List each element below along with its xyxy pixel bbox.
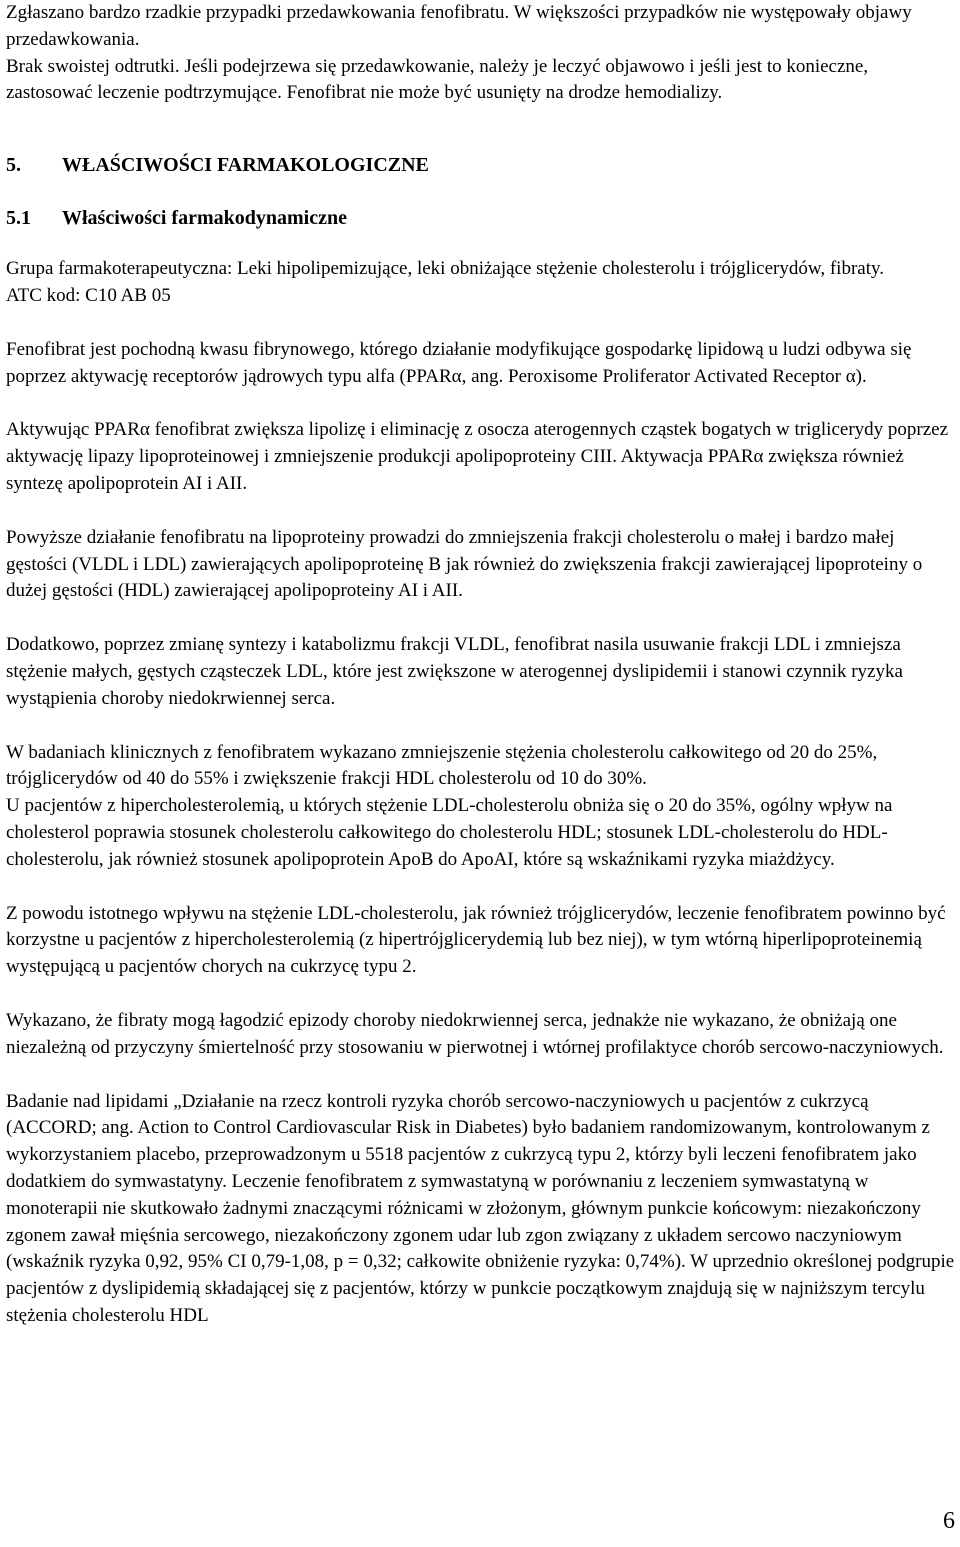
spacer <box>6 713 956 740</box>
paragraph-fenofibrat: Fenofibrat jest pochodną kwasu fibrynowego, którego działanie modyfikujące gospodarkę lipidową u ludzi odbywa się poprzez aktywację receptorów jądrowych typu alfa (PPARα, ang. Peroxisome Proliferator Activated Receptor α). <box>6 338 912 387</box>
spacer <box>6 981 956 1008</box>
paragraph-clinical-trials: W badaniach klinicznych z fenofibratem wykazano zmniejszenie stężenia cholesterolu całkowitego od 20 do 25%, trójglicerydów od 40 do 55% i zwiększenie frakcji HDL cholesterolu od 10 do 30%. <box>6 741 878 790</box>
section-5-title: WŁAŚCIWOŚCI FARMAKOLOGICZNE <box>62 154 429 177</box>
spacer <box>6 310 956 337</box>
spacer <box>6 498 956 525</box>
document-page <box>6 0 956 1330</box>
spacer <box>6 231 956 256</box>
paragraph-ldl-effect: Z powodu istotnego wpływu na stężenie LDL-cholesterolu, jak również trójglicerydów, leczenie fenofibratem powinno być korzystne u pacjentów z hipercholesterolemią (z hipertrójglicerydemią lub bez niej), w tym wtórną hiperlipoproteinemią występującą u pacjentów chorych na cukrzycę typu 2. <box>6 902 946 978</box>
section-5-number: 5. <box>6 154 21 177</box>
spacer <box>6 178 956 205</box>
paragraph-ppar: Aktywując PPARα fenofibrat zwiększa lipolizę i eliminację z osocza aterogennych cząstek bogatych w triglicerydy poprzez aktywację lipazy lipoproteinowej i zmniejszenie produkcji apolipoproteiny CIII. Aktywacja PPARα zwiększa również syntezę apolipoprotein AI i AII. <box>6 419 949 494</box>
spacer <box>6 874 956 901</box>
overdose-paragraph: Zgłaszano bardzo rzadkie przypadki przedawkowania fenofibratu. W większości przypadków nie występowały objawy przedawkowania. <box>6 2 912 50</box>
antidote-paragraph: Brak swoistej odtrutki. Jeśli podejrzewa się przedawkowanie, należy je leczyć objawowo i jeśli jest to konieczne, zastosować leczenie podtrzymujące. Fenofibrat nie może być usunięty na drodze hemodializy. <box>6 55 869 104</box>
spacer <box>6 1062 956 1089</box>
paragraph-vldl: Dodatkowo, poprzez zmianę syntezy i katabolizmu frakcji VLDL, fenofibrat nasila usuwanie frakcji LDL i zmniejsza stężenie małych, gęstych cząsteczek LDL, które jest zwiększone w aterogennej dyslipidemii i stanowi czynnik ryzyka wystąpienia choroby niedokrwiennej serca. <box>6 634 903 709</box>
spacer <box>6 107 956 152</box>
section-5-heading <box>6 152 956 178</box>
spacer <box>6 605 956 632</box>
page-number: 6 <box>943 1508 955 1534</box>
atc-code: ATC kod: C10 AB 05 <box>6 284 171 306</box>
section-5-1-number: 5.1 <box>6 207 31 230</box>
paragraph-fibrates: Wykazano, że fibraty mogą łagodzić epizody choroby niedokrwiennej serca, jednakże nie wykazano, że obniżają one niezależną od przyczyny śmiertelność przy stosowaniu w pierwotnej i wtórnej profilaktyce chorób sercowo-naczyniowych. <box>6 1009 944 1058</box>
pharmacotherapeutic-group: Grupa farmakoterapeutyczna: Leki hipolipemizujące, leki obniżające stężenie cholesterolu i trójglicerydów, fibraty. <box>6 258 885 280</box>
section-5-1-heading <box>6 205 956 231</box>
spacer <box>6 390 956 417</box>
paragraph-hypercholesterolemia: U pacjentów z hipercholesterolemią, u których stężenie LDL-cholesterolu obniża się o 20 do 35%, ogólny wpływ na cholesterol poprawia stosunek cholesterolu całkowitego do cholesterolu HDL; stosunek LDL-cholesterolu do HDL-cholesterolu, jak również stosunek apolipoprotein ApoB do ApoAI, które są wskaźnikami ryzyka miażdżycy. <box>6 795 893 870</box>
paragraph-accord: Badanie nad lipidami „Działanie na rzecz kontroli ryzyka chorób sercowo-naczyniowych u pacjentów z cukrzycą (ACCORD; ang. Action to Control Cardiovascular Risk in Diabetes) było badaniem randomizowanym, kontrolowanym z wykorzystaniem placebo, przeprowadzonym u 5518 pacjentów z cukrzycą typu 2, którzy byli leczeni fenofibratem jako dodatkiem do symwastatyny. Leczenie fenofibratem z symwastatyną w porównaniu z leczeniem symwastatyną w monoterapii nie skutkowało żadnymi znaczącymi różnicami w złożonym, głównym punkcie końcowym: niezakończony zgonem zawał mięśnia sercowego, niezakończony zgonem udar lub zgon związany z układem sercowo naczyniowym (wskaźnik ryzyka 0,92, 95% CI 0,79-1,08, p = 0,32; całkowite obniżenie ryzyka: 0,74%). W uprzednio określonej podgrupie pacjentów z dyslipidemią składającej się z pacjentów, którzy w punkcie początkowym znajdują się w najniższym tercylu stężenia cholesterolu HDL <box>6 1090 955 1326</box>
section-5-1-title: Właściwości farmakodynamiczne <box>62 207 347 230</box>
paragraph-lipoproteins: Powyższe działanie fenofibratu na lipoproteiny prowadzi do zmniejszenia frakcji cholesterolu o małej i bardzo małej gęstości (VLDL i LDL) zawierających apolipoproteinę B jak również do zwiększenia frakcji zawierającej lipoproteiny o dużej gęstości (HDL) zawierającej apolipoproteiny AI i AII. <box>6 526 923 602</box>
